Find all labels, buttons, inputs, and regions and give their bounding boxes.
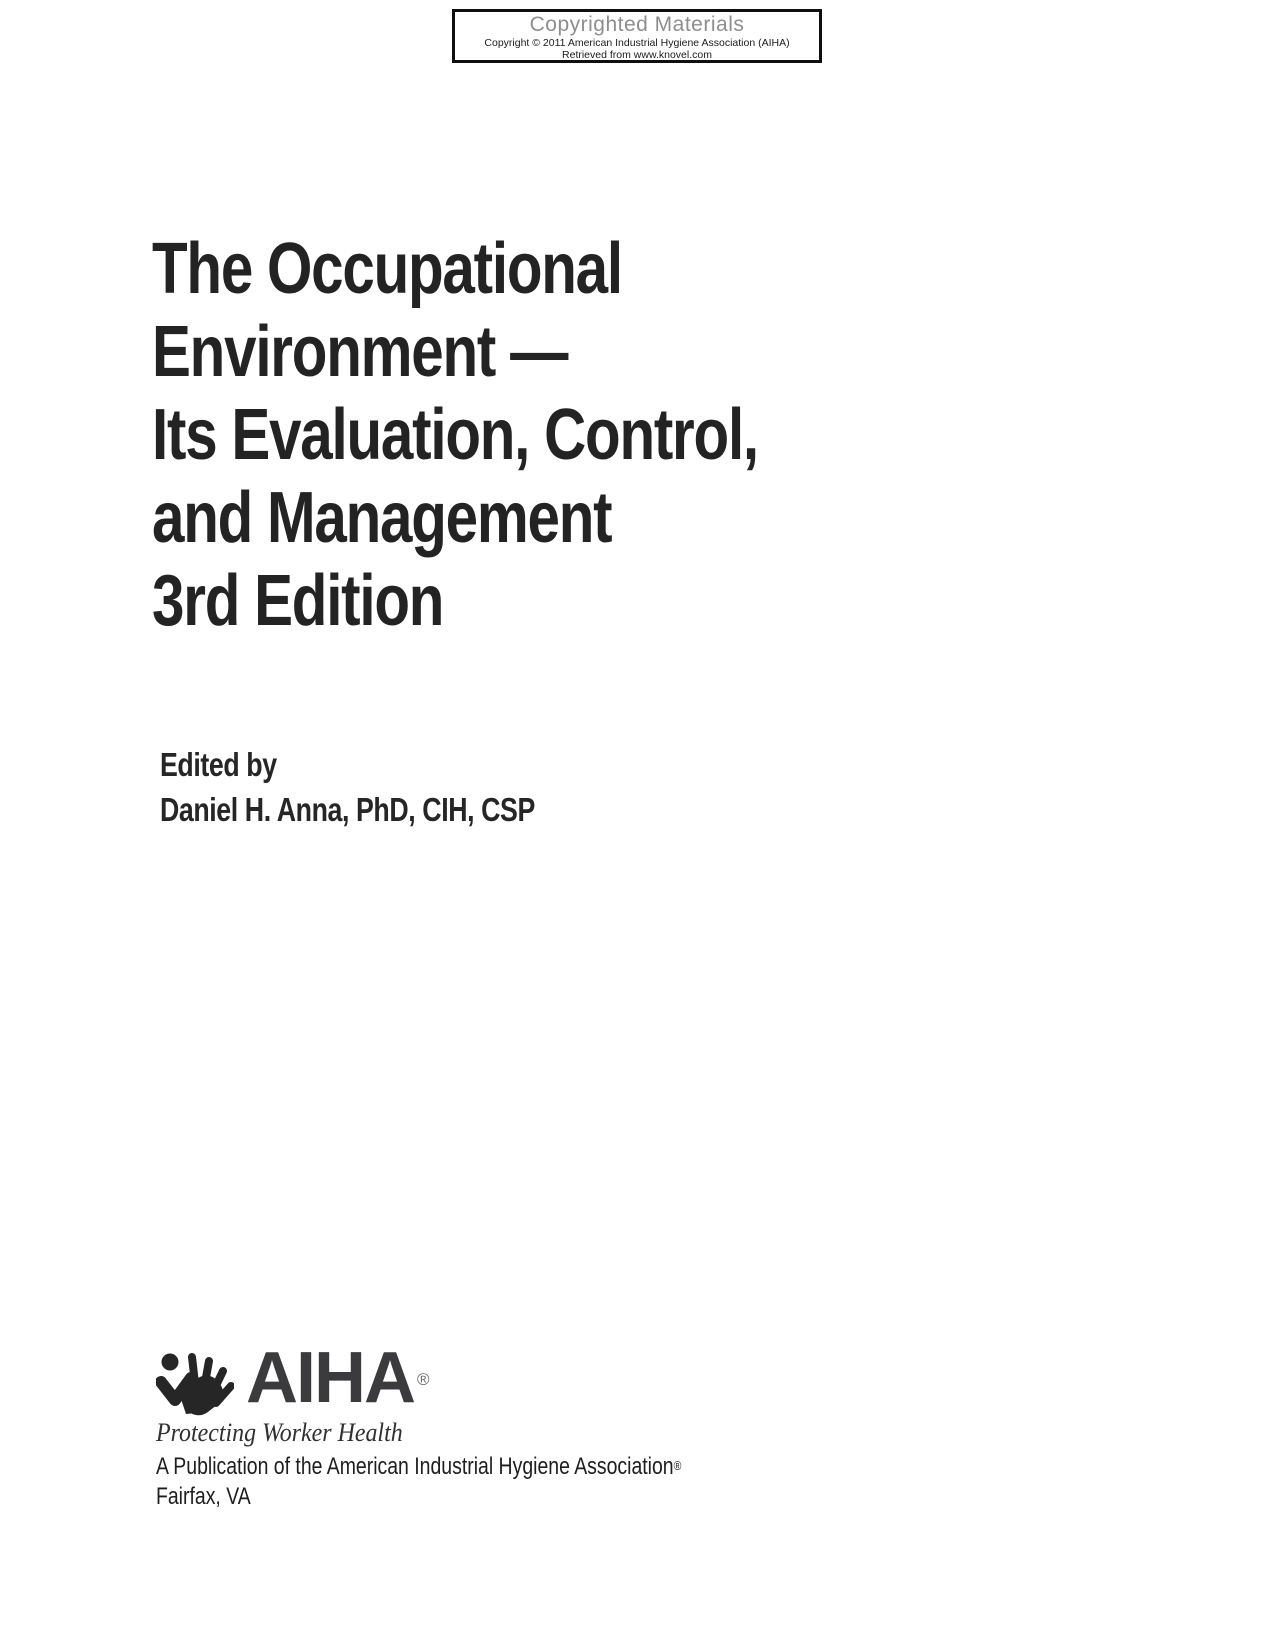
copyright-banner-line2: Retrieved from www.knovel.com	[562, 49, 712, 61]
editor-name: Daniel H. Anna, PhD, CIH, CSP	[160, 791, 535, 828]
publication-line-text: A Publication of the American Industrial Hygiene Association	[156, 1453, 674, 1480]
edited-by-label: Edited by	[160, 746, 277, 783]
registered-trademark-icon: ®	[417, 1370, 430, 1389]
book-title	[152, 228, 758, 643]
aiha-wordmark	[246, 1338, 430, 1418]
copyright-banner-line1: Copyright © 2011 American Industrial Hygiene Association (AIHA)	[484, 37, 790, 49]
aiha-wordmark-text: AIHA	[246, 1338, 414, 1418]
book-title-line-2: Environment —	[152, 312, 568, 392]
publisher-location: Fairfax, VA	[156, 1483, 251, 1510]
waving-hand-person-icon	[156, 1348, 234, 1416]
book-title-line-3: Its Evaluation, Control,	[152, 395, 758, 475]
aiha-logo	[156, 1338, 430, 1418]
book-title-line-4: and Management	[152, 478, 612, 558]
book-title-line-1: The Occupational	[152, 229, 622, 309]
registered-trademark-icon: ®	[673, 1458, 682, 1473]
copyright-banner-title: Copyrighted Materials	[529, 13, 745, 36]
copyright-banner	[452, 9, 822, 63]
book-title-line-5: 3rd Edition	[152, 561, 444, 641]
aiha-tagline: Protecting Worker Health	[156, 1418, 403, 1447]
publication-block	[156, 1452, 681, 1512]
editor-block	[160, 742, 535, 832]
publication-line	[156, 1452, 681, 1482]
